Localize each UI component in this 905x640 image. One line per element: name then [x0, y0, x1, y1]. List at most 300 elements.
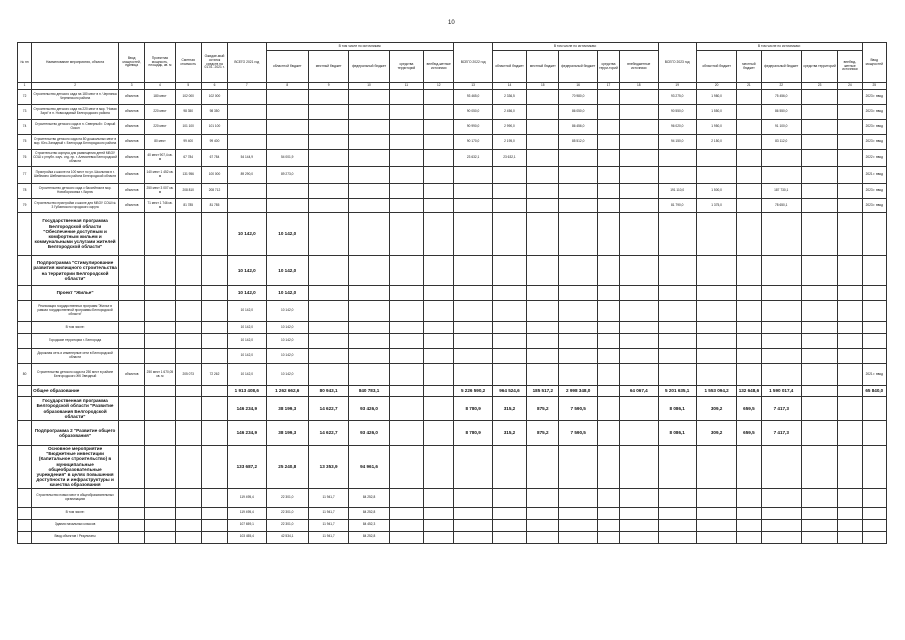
table-row: [18, 184, 887, 199]
table-cell: [597, 90, 619, 105]
table-cell: [201, 322, 227, 334]
table-row: [18, 199, 887, 213]
table-cell: [559, 256, 597, 286]
table-cell: [737, 120, 761, 135]
table-cell: [838, 199, 862, 213]
column-number: 25: [862, 83, 886, 90]
table-cell: [454, 322, 492, 334]
table-cell: [175, 349, 201, 364]
table-cell: [424, 184, 454, 199]
table-cell: [620, 349, 658, 364]
table-cell: [527, 507, 559, 519]
table-cell: 89 290,0: [228, 167, 266, 184]
table-cell: 40 мест 907,4 кв. м: [145, 150, 175, 167]
table-cell: [838, 286, 862, 301]
table-body: [18, 83, 887, 544]
table-cell: [737, 199, 761, 213]
table-cell: 98 350: [175, 105, 201, 120]
table-cell: [389, 334, 423, 349]
table-cell: 102 000: [175, 90, 201, 105]
column-number: 23: [801, 83, 837, 90]
table-cell: [620, 184, 658, 199]
table-cell: [801, 213, 837, 256]
table-cell: 309,2: [696, 421, 736, 446]
col-header-20: областной бюджет: [696, 51, 736, 83]
table-cell: [18, 349, 32, 364]
table-cell: [696, 531, 736, 543]
table-cell: 80 943,1: [308, 386, 348, 397]
table-cell: [862, 349, 886, 364]
table-cell: [620, 446, 658, 489]
table-cell: [119, 519, 145, 531]
table-cell: [527, 334, 559, 349]
table-row: [18, 167, 887, 184]
table-cell: 10 142,0: [228, 286, 266, 301]
table-cell: [389, 488, 423, 507]
table-cell: [228, 90, 266, 105]
table-cell: [424, 199, 454, 213]
row-name-cell: Строительство детского сада на 180 мест в п. Чернянка Чернянского района: [32, 90, 119, 105]
table-cell: 1 590 017,4: [761, 386, 801, 397]
row-name-cell: Государственная программа Белгородской области "Развитие образования Белгородской области": [32, 397, 119, 421]
table-cell: [492, 184, 526, 199]
table-cell: [389, 322, 423, 334]
table-row: [18, 446, 887, 489]
table-cell: [424, 364, 454, 386]
table-cell: 22 301,0: [266, 507, 308, 519]
table-cell: [620, 167, 658, 184]
table-row: [18, 256, 887, 286]
table-cell: [175, 397, 201, 421]
table-cell: [201, 213, 227, 256]
table-cell: [620, 531, 658, 543]
table-cell: 84 252,8: [349, 531, 389, 543]
table-cell: [862, 286, 886, 301]
table-cell: 96 020,0: [658, 120, 696, 135]
table-cell: [801, 349, 837, 364]
row-name-cell: Строительство детского сада на 220 мест в мкр. "Новая Заря" в п. Новосадовый Белгородского района: [32, 105, 119, 120]
table-cell: [424, 531, 454, 543]
table-cell: [349, 364, 389, 386]
table-row: [18, 150, 887, 167]
table-cell: [597, 531, 619, 543]
table-cell: [228, 199, 266, 213]
col-header-8: областной бюджет: [266, 51, 308, 83]
table-cell: [389, 135, 423, 150]
table-cell: [145, 446, 175, 489]
table-cell: [737, 256, 761, 286]
table-cell: 2023 г. ввод: [862, 120, 886, 135]
table-cell: [801, 397, 837, 421]
table-cell: 2 998 348,0: [559, 386, 597, 397]
column-number: 21: [737, 83, 761, 90]
table-cell: [801, 184, 837, 199]
table-cell: 1 550,0: [696, 105, 736, 120]
table-cell: [620, 150, 658, 167]
table-cell: 72 262: [201, 364, 227, 386]
table-cell: [492, 286, 526, 301]
table-cell: [838, 213, 862, 256]
table-cell: 2023 г. ввод: [862, 184, 886, 199]
col-header-18: внебюджетные источники: [620, 51, 658, 83]
table-cell: [492, 531, 526, 543]
table-cell: [838, 349, 862, 364]
table-cell: [658, 507, 696, 519]
table-cell: [862, 446, 886, 489]
table-cell: 101 100: [201, 120, 227, 135]
table-cell: [801, 421, 837, 446]
col-header-5: Сметная стоимость: [175, 43, 201, 83]
table-cell: [838, 150, 862, 167]
table-cell: 7 417,3: [761, 397, 801, 421]
table-cell: [597, 322, 619, 334]
table-cell: [597, 519, 619, 531]
table-cell: [308, 105, 348, 120]
table-cell: [527, 349, 559, 364]
table-cell: [559, 531, 597, 543]
table-cell: [527, 301, 559, 322]
table-cell: [801, 322, 837, 334]
table-cell: 2 195,0: [492, 135, 526, 150]
table-cell: 11 941,7: [308, 519, 348, 531]
table-cell: [559, 301, 597, 322]
table-cell: [658, 349, 696, 364]
table-cell: [349, 349, 389, 364]
group-header-2023: В том числе по источникам:: [696, 43, 862, 51]
table-cell: [454, 256, 492, 286]
table-cell: [424, 120, 454, 135]
table-cell: 10 142,0: [228, 349, 266, 364]
table-cell: 185 517,2: [527, 386, 559, 397]
table-cell: [349, 150, 389, 167]
table-cell: [696, 322, 736, 334]
table-cell: [389, 150, 423, 167]
table-cell: [389, 421, 423, 446]
table-cell: 1 950,0: [696, 120, 736, 135]
table-cell: 90 990,0: [454, 120, 492, 135]
table-cell: 72: [18, 90, 32, 105]
table-cell: [175, 301, 201, 322]
table-cell: 86 050,0: [559, 105, 597, 120]
table-cell: [454, 334, 492, 349]
table-cell: [454, 167, 492, 184]
table-cell: [597, 135, 619, 150]
table-cell: [201, 519, 227, 531]
col-header-16: федеральный бюджет: [559, 51, 597, 83]
table-cell: 2023 г. ввод: [862, 199, 886, 213]
table-cell: [424, 167, 454, 184]
table-cell: [389, 90, 423, 105]
column-number: 3: [119, 83, 145, 90]
column-number: 20: [696, 83, 736, 90]
table-cell: 75: [18, 135, 32, 150]
table-cell: [620, 256, 658, 286]
table-cell: 146 234,9: [228, 397, 266, 421]
table-cell: [18, 488, 32, 507]
row-name-cell: Строительство корпуса для размещения детей МБОУ СОШ с углубл. изуч. отд. пр. г. Алексеевка Белгородской области: [32, 150, 119, 167]
table-cell: [349, 256, 389, 286]
table-cell: [389, 519, 423, 531]
table-cell: [838, 421, 862, 446]
row-name-cell: Подпрограмма 2 "Развитие общего образования": [32, 421, 119, 446]
table-cell: [559, 519, 597, 531]
table-cell: [862, 421, 886, 446]
table-cell: [761, 213, 801, 256]
table-cell: [119, 349, 145, 364]
table-cell: 132 648,6: [737, 386, 761, 397]
table-cell: [424, 421, 454, 446]
table-cell: [696, 364, 736, 386]
table-cell: [862, 322, 886, 334]
table-cell: [145, 531, 175, 543]
table-cell: [308, 256, 348, 286]
table-cell: [119, 446, 145, 489]
table-cell: 93 426,0: [349, 421, 389, 446]
row-name-cell: Государственная программа Белгородской области "Обеспечение доступным и комфортным жильем и коммунальными услугами жителей Белгородской области": [32, 213, 119, 256]
table-cell: [454, 507, 492, 519]
table-cell: [761, 167, 801, 184]
table-cell: [620, 507, 658, 519]
table-cell: [761, 150, 801, 167]
table-cell: [862, 488, 886, 507]
table-cell: [228, 135, 266, 150]
table-cell: [349, 301, 389, 322]
table-cell: [620, 105, 658, 120]
table-cell: [349, 184, 389, 199]
table-cell: [620, 135, 658, 150]
table-cell: [175, 446, 201, 489]
table-cell: [454, 364, 492, 386]
table-cell: 38 199,3: [266, 397, 308, 421]
table-cell: 1 553 094,2: [696, 386, 736, 397]
table-cell: [201, 256, 227, 286]
table-cell: [201, 488, 227, 507]
table-row: [18, 286, 887, 301]
table-cell: 90 550,0: [658, 105, 696, 120]
row-name-cell: Общее образование: [32, 386, 119, 397]
table-cell: [761, 531, 801, 543]
row-name-cell: Дорожная сеть и инженерные сети в Белгородской области: [32, 349, 119, 364]
table-cell: 80 мест: [145, 135, 175, 150]
table-cell: [119, 334, 145, 349]
table-cell: [175, 488, 201, 507]
table-cell: [696, 150, 736, 167]
table-cell: [737, 150, 761, 167]
table-cell: [737, 135, 761, 150]
column-number: 13: [454, 83, 492, 90]
table-cell: [737, 184, 761, 199]
table-cell: 76: [18, 150, 32, 167]
table-cell: [119, 213, 145, 256]
table-cell: [620, 397, 658, 421]
table-cell: [527, 213, 559, 256]
table-cell: 875,2: [527, 397, 559, 421]
table-cell: [658, 150, 696, 167]
table-cell: [18, 386, 32, 397]
table-cell: [492, 256, 526, 286]
table-cell: [424, 349, 454, 364]
row-name-cell: Городские территории г. Белгорода: [32, 334, 119, 349]
table-cell: 99 400: [201, 135, 227, 150]
table-cell: [424, 286, 454, 301]
table-cell: 86 456,0: [559, 120, 597, 135]
col-header-6: Ожидае-мый остаток средств на 01.01. 2021 г.: [201, 43, 227, 83]
table-cell: [201, 334, 227, 349]
row-name-cell: Строительство детского сада в п. Северный г. Старый Оскол: [32, 120, 119, 135]
table-cell: объектов: [119, 167, 145, 184]
table-cell: [119, 322, 145, 334]
table-row: [18, 386, 887, 397]
row-name-cell: Проект "Жилье": [32, 286, 119, 301]
table-cell: [145, 386, 175, 397]
table-cell: [492, 507, 526, 519]
table-cell: [18, 213, 32, 256]
table-cell: 250 мест 1 670,05 кв. м: [145, 364, 175, 386]
table-cell: 14 622,7: [308, 397, 348, 421]
table-cell: 79: [18, 199, 32, 213]
table-cell: [389, 507, 423, 519]
table-cell: 71 мест 1 746 кв. м: [145, 199, 175, 213]
table-cell: 38 199,3: [266, 421, 308, 446]
col-header-23: средства территорий: [801, 51, 837, 83]
col-header-25: Ввод мощностей: [862, 43, 886, 83]
table-cell: [228, 120, 266, 135]
table-row: [18, 334, 887, 349]
table-cell: [492, 488, 526, 507]
table-cell: 94 961,6: [349, 446, 389, 489]
column-number: 10: [349, 83, 389, 90]
table-cell: [454, 213, 492, 256]
table-cell: 119 495,4: [228, 507, 266, 519]
table-cell: [424, 519, 454, 531]
table-cell: [838, 531, 862, 543]
table-cell: [492, 301, 526, 322]
table-cell: [696, 334, 736, 349]
col-header-15: местный бюджет: [527, 51, 559, 83]
table-cell: 315,2: [492, 421, 526, 446]
column-number: 11: [389, 83, 423, 90]
table-row: [18, 519, 887, 531]
table-cell: [737, 286, 761, 301]
table-cell: [801, 301, 837, 322]
table-cell: [349, 120, 389, 135]
row-name-cell: Ввод объектов / Результаты: [32, 531, 119, 543]
table-cell: 10 142,0: [266, 349, 308, 364]
table-cell: [18, 446, 32, 489]
table-cell: [801, 105, 837, 120]
table-cell: [658, 286, 696, 301]
row-name-cell: Подпрограмма "Стимулирование развития жилищного строительства на территории Белгородской области": [32, 256, 119, 286]
col-header-2: Наименование мероприятия, объекта: [32, 43, 119, 83]
table-cell: 93 275,0: [658, 90, 696, 105]
table-cell: [527, 286, 559, 301]
table-cell: [737, 322, 761, 334]
table-cell: 78 650,1: [761, 199, 801, 213]
table-cell: 102 000: [201, 90, 227, 105]
table-cell: 42 534,1: [266, 531, 308, 543]
table-cell: [696, 519, 736, 531]
table-cell: [620, 322, 658, 334]
row-name-cell: Здания начальных классов: [32, 519, 119, 531]
table-cell: [201, 446, 227, 489]
table-cell: 90 170,0: [454, 135, 492, 150]
table-cell: 208 712: [201, 184, 227, 199]
table-cell: 11 941,7: [308, 531, 348, 543]
table-cell: [801, 488, 837, 507]
table-cell: [424, 150, 454, 167]
table-cell: 2023 г. ввод: [862, 90, 886, 105]
table-cell: [620, 90, 658, 105]
table-cell: 180 мест: [145, 90, 175, 105]
table-cell: [527, 199, 559, 213]
table-cell: [801, 334, 837, 349]
table-cell: [349, 334, 389, 349]
table-cell: 75 456,0: [761, 90, 801, 105]
table-cell: [658, 531, 696, 543]
col-header-22: федеральный бюджет: [761, 51, 801, 83]
col-header-11: средства территорий: [389, 51, 423, 83]
table-cell: [801, 519, 837, 531]
table-cell: [696, 167, 736, 184]
table-cell: 146 234,9: [228, 421, 266, 446]
table-cell: [620, 364, 658, 386]
table-cell: [658, 213, 696, 256]
table-row: [18, 213, 887, 256]
table-row: [18, 349, 887, 364]
table-cell: [620, 199, 658, 213]
table-cell: 10 142,0: [266, 334, 308, 349]
table-cell: 70 980,0: [559, 90, 597, 105]
table-cell: 98 350: [201, 105, 227, 120]
table-cell: [201, 507, 227, 519]
table-cell: [559, 199, 597, 213]
table-cell: объектов: [119, 105, 145, 120]
table-cell: [838, 135, 862, 150]
table-cell: 81 785: [201, 199, 227, 213]
table-cell: [658, 167, 696, 184]
table-cell: [389, 286, 423, 301]
table-cell: [862, 531, 886, 543]
table-cell: [597, 507, 619, 519]
table-cell: 89 273,0: [266, 167, 308, 184]
table-row: [18, 301, 887, 322]
table-cell: объектов: [119, 199, 145, 213]
table-cell: 67 784: [201, 150, 227, 167]
table-cell: 7 417,3: [761, 421, 801, 446]
table-cell: [838, 184, 862, 199]
table-cell: [349, 286, 389, 301]
table-cell: 8 780,9: [454, 421, 492, 446]
table-cell: [597, 256, 619, 286]
table-cell: [119, 488, 145, 507]
table-cell: [597, 334, 619, 349]
col-header-14: областной бюджет: [492, 51, 526, 83]
investment-table: [17, 42, 887, 544]
table-cell: [761, 322, 801, 334]
table-cell: [761, 349, 801, 364]
table-cell: [527, 90, 559, 105]
table-cell: 1 262 662,6: [266, 386, 308, 397]
table-cell: [737, 531, 761, 543]
table-cell: 23 632,1: [454, 150, 492, 167]
table-cell: [838, 90, 862, 105]
table-cell: [559, 446, 597, 489]
table-cell: 208 810: [175, 184, 201, 199]
table-cell: [424, 105, 454, 120]
table-cell: [838, 397, 862, 421]
table-cell: [801, 531, 837, 543]
table-cell: [389, 199, 423, 213]
